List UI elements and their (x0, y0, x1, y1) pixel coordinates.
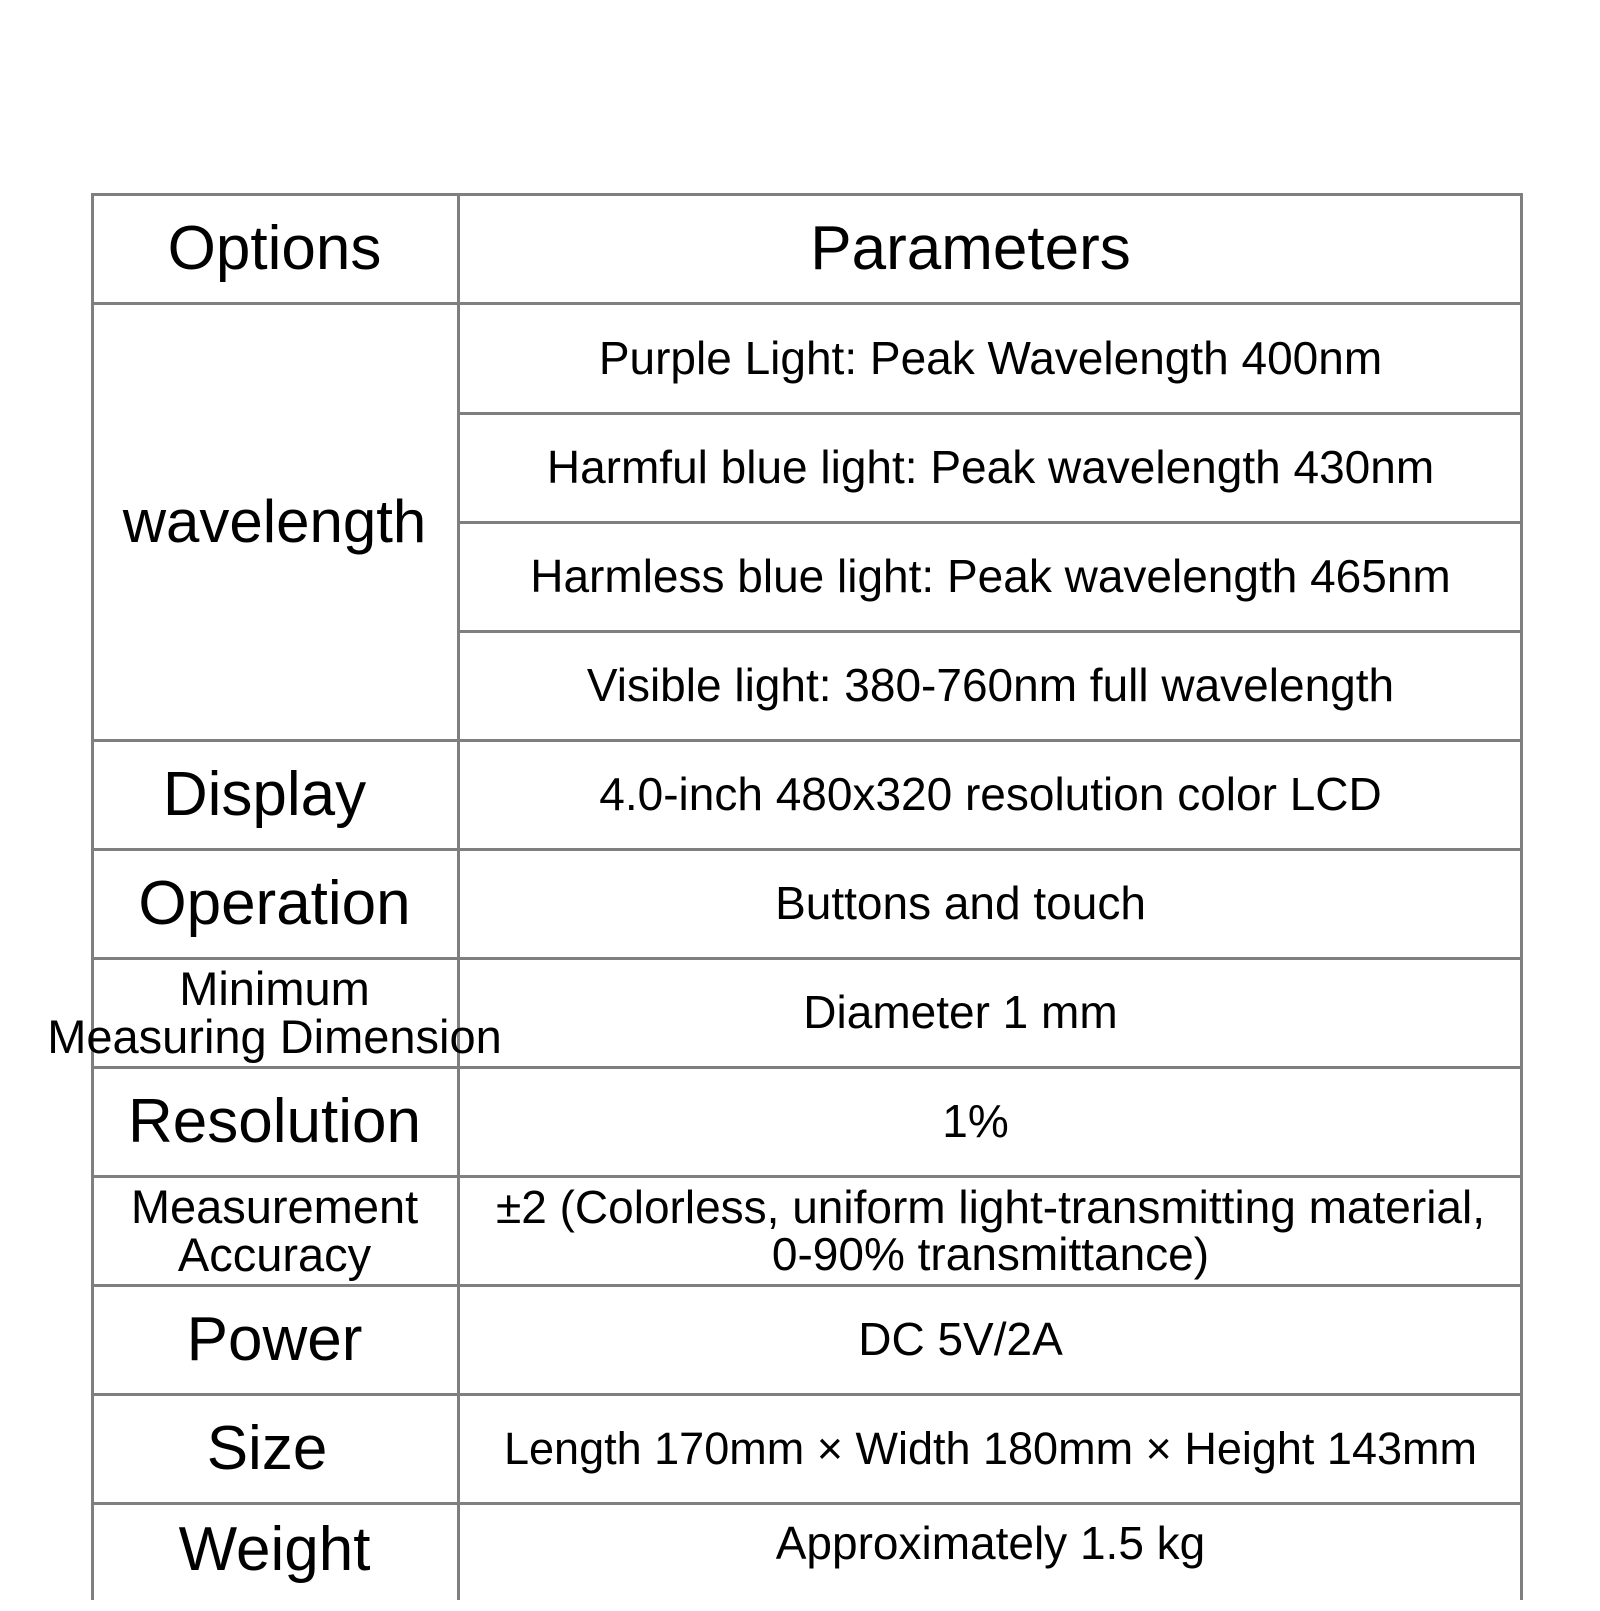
param-resolution: 1% (942, 1095, 1009, 1148)
spec-table (47, 193, 1523, 1600)
option-display: Display (162, 759, 367, 829)
option-weight: Weight (178, 1515, 371, 1584)
param-power: DC 5V/2A (858, 1313, 1063, 1366)
option-size: Size (206, 1413, 328, 1483)
param-minimum-measuring-dimension: Diameter 1 mm (803, 986, 1118, 1039)
header-parameters: Parameters (810, 213, 1131, 283)
option-power: Power (186, 1304, 363, 1374)
option-line: Measuring Dimension (47, 1010, 502, 1063)
option-minimum-measuring-dimension (46, 960, 503, 1066)
param-line: 0-90% transmittance) (771, 1228, 1210, 1280)
param-wavelength-visible: Visible light: 380-760nm full wavelength (586, 659, 1395, 712)
param-line: ±2 (Colorless, uniform light-transmitting material, (496, 1181, 1485, 1234)
option-operation: Operation (138, 868, 411, 938)
param-wavelength-harmful-blue: Harmful blue light: Peak wavelength 430nm (546, 441, 1435, 494)
option-measurement-accuracy (91, 1178, 458, 1284)
option-resolution: Resolution (128, 1086, 421, 1156)
param-measurement-accuracy (458, 1178, 1523, 1284)
param-operation: Buttons and touch (775, 877, 1146, 930)
param-display: 4.0-inch 480x320 resolution color LCD (599, 768, 1382, 821)
param-wavelength-purple: Purple Light: Peak Wavelength 400nm (598, 331, 1383, 384)
param-weight: Approximately 1.5 kg (775, 1517, 1206, 1569)
option-line: Measurement (130, 1180, 419, 1234)
param-size: Length 170mm × Width 180mm × Height 143mm (504, 1422, 1477, 1474)
header-options: Options (167, 213, 382, 283)
param-wavelength-harmless-blue: Harmless blue light: Peak wavelength 465nm (530, 550, 1451, 603)
option-line: Accuracy (177, 1228, 372, 1281)
option-wavelength: wavelength (122, 487, 427, 555)
option-line: Minimum (179, 962, 370, 1016)
